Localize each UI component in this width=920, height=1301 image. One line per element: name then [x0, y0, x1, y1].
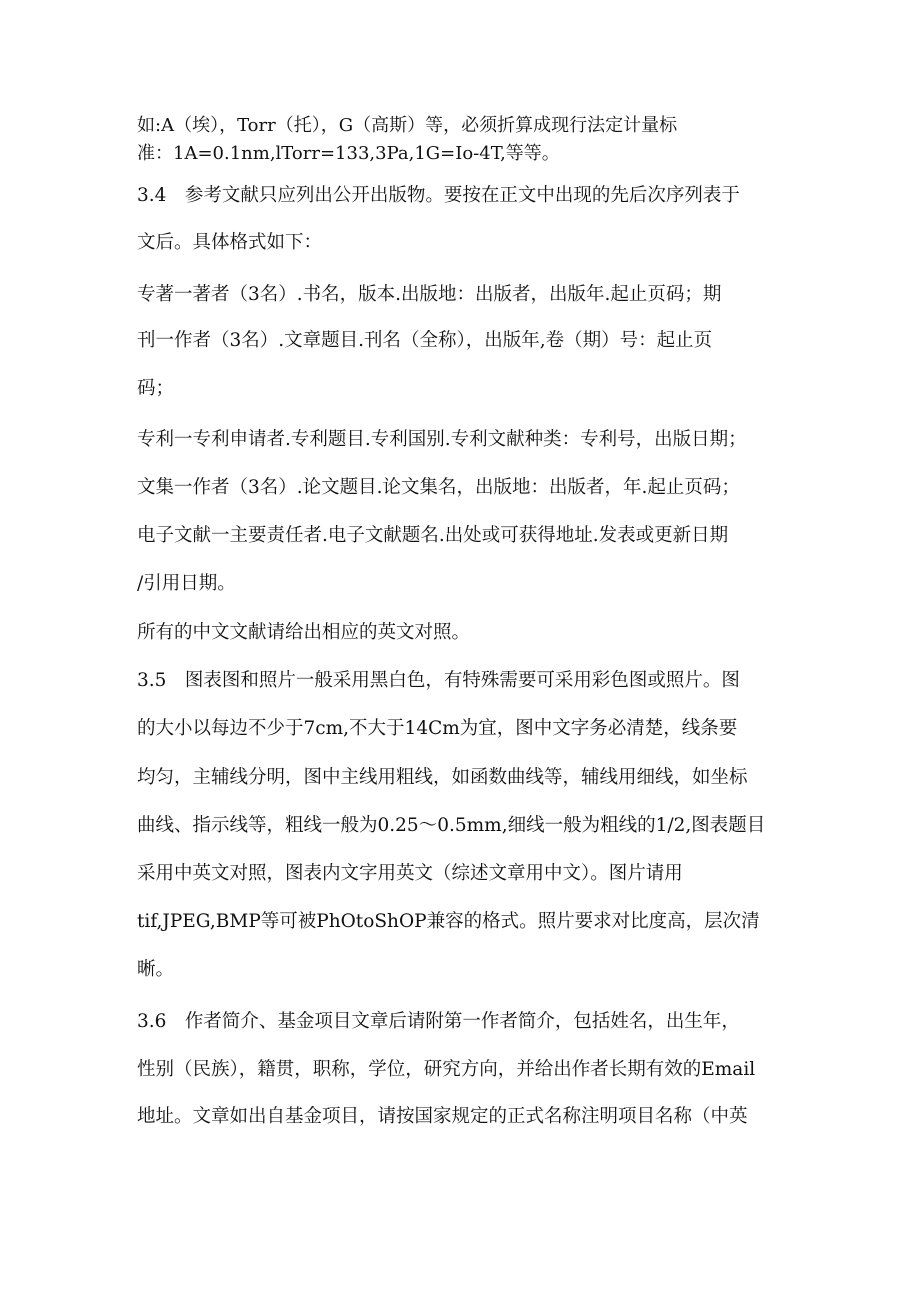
text-line-16: 曲线、指示线等，粗线一般为0.25～0.5mm,细线一般为粗线的1/2,图表题目: [137, 815, 766, 836]
text-line-15: 均匀，主辅线分明，图中主线用粗线，如函数曲线等，辅线用细线，如坐标: [137, 767, 748, 788]
text-line-10: 电子文献一主要责任者.电子文献题名.出处或可获得地址.发表或更新日期: [137, 525, 729, 546]
text-line-8: 专利一专利申请者.专利题目.专利国别.专利文献种类：专利号，出版日期；: [137, 429, 747, 450]
text-line-1: 如:A（埃），Torr（托），G（高斯）等，必须折算成现行法定计量标: [137, 115, 678, 136]
text-line-11: /引用日期。: [137, 573, 236, 594]
text-line-19: 晰。: [137, 959, 175, 980]
text-line-2: 准：1A=0.1nm,lTorr=133,3Pa,1G=Io-4T,等等。: [137, 143, 560, 164]
text-line-21: 性别（民族），籍贯，职称，学位，研究方向，并给出作者长期有效的Email: [137, 1059, 756, 1080]
text-line-6: 刊一作者（3名）.文章题目.刊名（全称），出版年,卷（期）号：起止页: [137, 330, 713, 351]
text-line-14: 的大小以每边不少于7cm,不大于14Cm为宜，图中文字务必清楚，线条要: [137, 718, 738, 739]
text-line-4: 文后。具体格式如下：: [137, 232, 323, 253]
text-line-12: 所有的中文文献请给出相应的英文对照。: [137, 622, 471, 643]
text-line-3: 3.4 参考文献只应列出公开出版物。要按在正文中出现的先后次序列表于: [137, 185, 740, 206]
text-line-18: tif,JPEG,BMP等可被PhOtoShOP兼容的格式。照片要求对比度高，层次清: [137, 911, 760, 932]
text-line-9: 文集一作者（3名）.论文题目.论文集名，出版地：出版者，年.起止页码；: [137, 477, 740, 498]
text-line-22: 地址。文章如出自基金项目，请按国家规定的正式名称注明项目名称（中英: [137, 1106, 748, 1127]
text-line-20: 3.6 作者简介、基金项目文章后请附第一作者简介，包括姓名，出生年，: [137, 1011, 740, 1032]
text-line-5: 专著一著者（3名）.书名，版本.出版地：出版者，出版年.起止页码；期: [137, 284, 722, 305]
text-line-7: 码；: [137, 378, 175, 399]
text-line-17: 采用中英文对照，图表内文字用英文（综述文章用中文）。图片请用: [137, 863, 683, 884]
text-line-13: 3.5 图表图和照片一般采用黑白色，有特殊需要可采用彩色图或照片。图: [137, 670, 740, 691]
